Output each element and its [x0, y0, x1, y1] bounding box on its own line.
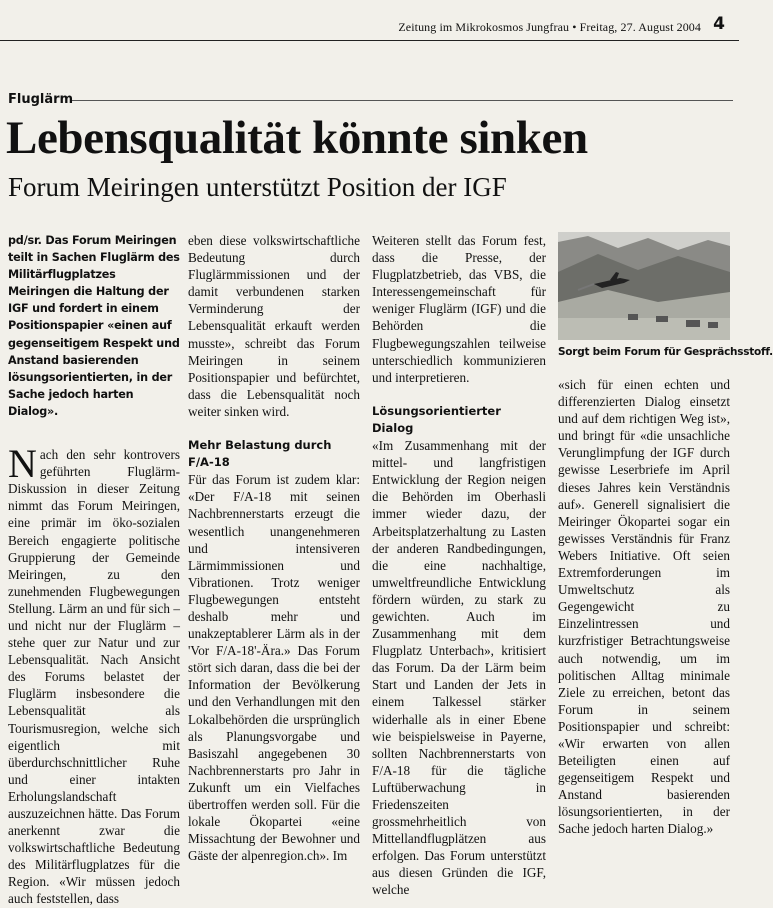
rubric-rule [72, 100, 733, 101]
column-2 [188, 232, 360, 864]
jet-photo [558, 232, 730, 340]
body-paragraph-3: Für das Forum ist zudem klar: «Der F/A-18 mit seinen Nachbrennerstarts erzeugt die wesentlich unangenehmeren und intensiveren Lärmimmissionen und Vibrationen. Trotz weniger Flugbewegungen entsteht deshalb mehr und unakzeptablerer Lärm als in der 'Vor F/A-18'-Ära.» Das Forum stört sich daran, dass die bei der Information der Bevölkerung und den Verhandlungen mit den Lokalbehörden die ursprünglich als Planungsvorgabe und Basiszahl angegebenen 30 Nachbrennerstarts pro Jahr in Zukunft um ein Vielfaches übertroffen werden soll. Für die lokale Ökopartei «eine Missachtung der Bewohner und Gäste der alpenregion.ch». Im [188, 472, 360, 864]
body-paragraph-6: «sich für einen echten und differenzierten Dialog einsetzt und auf dem richtigen Weg ist», und bringt für «die unsachliche Verunglimpfung der IGF durch gewisse Leserbriefe im April dieses Jahres kein Verständnis auf». Generell signalisiert die Meiringer Ökopartei sogar ein gewisses Verständnis für Franz Webers Initiative. Oft seien Extremforderungen im Umweltschutz als Gegengewicht zu Einzelintressen und kurzfristiger Betrachtungsweise auch notwendig, um im politischen Alltag minimale Ziele zu erreichen, betont das Forum in seinem Positionspapier und schreibt: «Wir erwarten von allen Beteiligten einen auf gegenseitigem Respekt und Anstand basierenden lösungsorientierten, in der Sache jedoch harten Dialog.» [558, 377, 730, 837]
column-4 [558, 376, 730, 838]
column-3 [372, 232, 546, 899]
section-subtitle-1: Mehr Belastung durch F/A-18 [188, 438, 332, 470]
body-paragraph-2: eben diese volkswirtschaftliche Bedeutung durch Fluglärmmissionen und der damit verbundenen starken Verminderung der Lebensqualität erkauft werden musste», schreibt das Forum Meiringen in seinem Positionspapier und befürchtet, dass die Lebensqualität noch weiter sinken wird. [188, 233, 360, 419]
lead-paragraph: pd/sr. Das Forum Meiringen teilt in Sachen Fluglärm des Militärflugplatzes Meiringen die Haltung der IGF und fordert in einem Positionspapier «einen auf gegenseitigem Respekt und Anstand basierenden lösungsorientierten, in der Sache jedoch harten Dialog». [8, 234, 180, 418]
headline: Lebensqualität könnte sinken [6, 112, 588, 164]
page-number: 4 [713, 14, 725, 34]
body-paragraph-1 [8, 441, 180, 908]
section-subtitle-2: Lösungsorientierter Dialog [372, 403, 501, 435]
newspaper-header: Zeitung im Mikrokosmos Jungfrau • Freitag, 27. August 2004 [398, 20, 701, 34]
subheadline: Forum Meiringen unterstützt Position der IGF [8, 172, 507, 202]
column-1 [8, 232, 180, 908]
body-paragraph-4: Weiteren stellt das Forum fest, dass die Presse, der Flugplatzbetrieb, das VBS, die Interessengemeinschaft für weniger Fluglärm (IGF) und die Behörden die Flugbewegungszahlen teilweise unterschiedlich kommunizieren und interpretieren. [372, 233, 546, 385]
body-text: ach den sehr kontrovers geführten Fluglärm-Diskussion in dieser Zeitung nimmt das Forum Meiringen, eine primär im öko-sozialen Bereich engagierte politische Gruppierung der Gemeinde Meiringen, zu den zunehmenden Flugbewegungen Stellung. Lärm an und für sich – und nicht nur der Fluglärm – stehe quer zur Natur und zur Lebensqualität. Nach Ansicht des Forums belastet der Fluglärm insbesondere die Lebensqualität als Tourismusregion, welche sich eigentlich mit überdurchschnittlicher Ruhe und einer intakten Erholungslandschaft auszuzeichnen hätte. Das Forum anerkennt zwar die volkswirtschaftliche Bedeutung des Militärflugplatzes für die Region. «Wir müssen jedoch auch feststellen, dass [8, 447, 180, 907]
mountain-jet-image [558, 232, 730, 340]
drop-cap: N [8, 441, 37, 487]
body-paragraph-5: «Im Zusammenhang mit der mittel- und langfristigen Entwicklung der Region neigen die Behörden im Oberhasli immer wieder dazu, der Arbeitsplatzerhaltung zu Lasten der anderen Randbedingungen, die eine nachhaltige, umweltfreundliche Entwicklung fördern würden, zu stark zu gewichten. Auch im Zusammenhang mit dem Flugplatz Unterbach», kritisiert das Forum. Da der Lärm beim Start und Landen der Jets in einem Talkessel stärker widerhalle als in einer Ebene wie beispielsweise in Payerne, sollten Nachbrennerstarts von F/A-18 für die tägliche Luftüberwachung in Friedenszeiten grossmehrheitlich von Mittellandflugplätzen aus erfolgen. Das Forum unterstützt aus diesen Gründen die IGF, welche [372, 438, 546, 898]
section-rubric: Fluglärm [8, 92, 74, 107]
photo-caption: Sorgt beim Forum für Gesprächsstoff. [558, 346, 773, 358]
